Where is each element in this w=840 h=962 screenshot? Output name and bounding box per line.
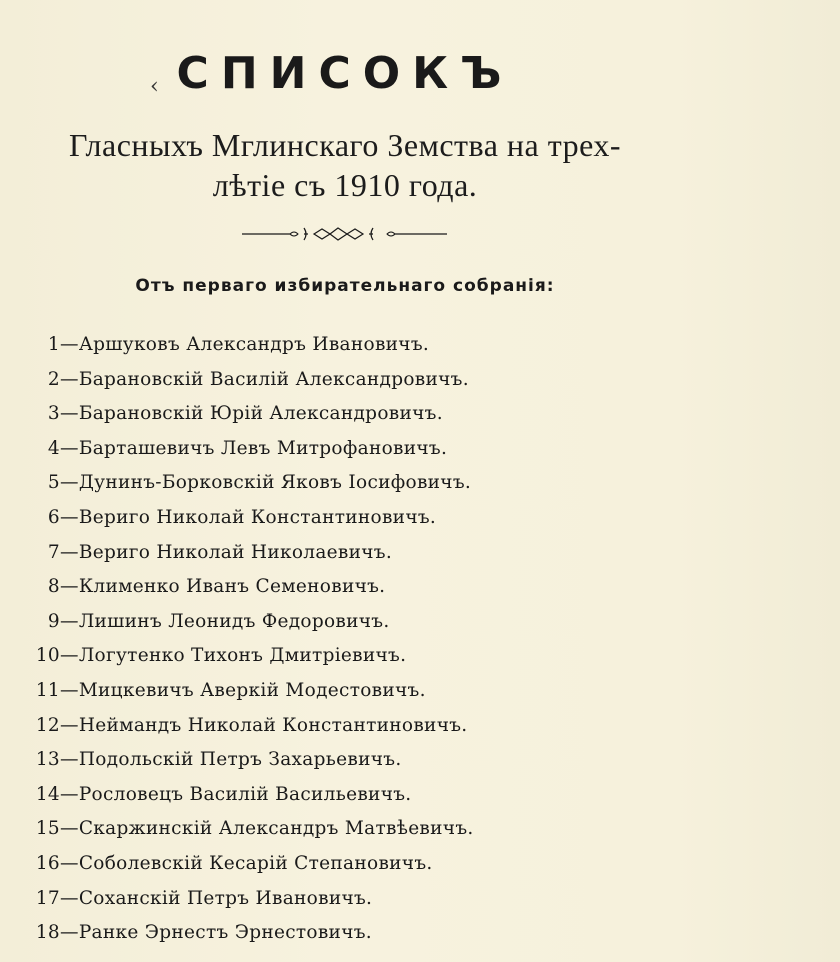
list-item [26, 916, 474, 951]
list-item [26, 674, 474, 709]
item-separator: — [60, 922, 79, 944]
item-number: 6 [47, 506, 60, 528]
item-number: 3 [47, 403, 60, 425]
item-number: 4 [47, 437, 60, 459]
list-item [26, 432, 474, 467]
item-number: 13 [35, 749, 60, 771]
member-list [26, 328, 474, 951]
item-name: Подольскій Петръ Захарьевичъ. [78, 749, 402, 771]
item-separator: — [60, 679, 79, 701]
item-separator: — [60, 852, 79, 874]
list-item [26, 709, 474, 744]
item-name: Лишинъ Леонидъ Федоровичъ. [78, 610, 390, 632]
item-number: 17 [35, 887, 60, 909]
decorative-rule-ornament [242, 222, 447, 246]
item-separator: — [60, 403, 79, 425]
item-separator: — [60, 437, 79, 459]
list-item [26, 812, 474, 847]
item-separator: — [60, 749, 79, 771]
item-separator: — [60, 714, 79, 736]
item-separator: — [60, 610, 79, 632]
item-number: 2 [47, 368, 60, 390]
item-name: Аршуковъ Александръ Ивановичъ. [78, 334, 430, 355]
item-separator: — [60, 783, 79, 805]
subtitle-line-2: лѣтіе съ 1910 года. [212, 167, 478, 203]
item-name: Барташевичъ Левъ Митрофановичъ. [78, 437, 448, 459]
item-separator: — [60, 368, 79, 390]
list-item [26, 466, 474, 501]
item-name: Вериго Николай Николаевичъ. [78, 541, 393, 563]
item-number: 9 [47, 610, 60, 632]
item-name: Барановскій Василій Александровичъ. [78, 368, 469, 390]
item-number: 10 [35, 645, 60, 667]
item-number: 14 [35, 783, 60, 805]
list-item [26, 536, 474, 571]
list-item [26, 570, 474, 605]
list-item [26, 501, 474, 536]
list-item [26, 605, 474, 640]
list-item [26, 743, 474, 778]
item-name: Соболевскій Кесарій Степановичъ. [78, 852, 433, 874]
section-heading: Отъ перваго избирательнаго собранія: [135, 276, 555, 296]
item-number: 15 [35, 818, 60, 840]
item-separator: — [60, 506, 79, 528]
list-item [26, 847, 474, 882]
item-separator: — [60, 818, 79, 840]
list-item [26, 882, 474, 917]
page-title: СПИСОКЪ [176, 48, 514, 99]
item-number: 8 [47, 576, 60, 598]
item-separator: — [60, 334, 79, 355]
list-item [26, 397, 474, 432]
item-separator: — [60, 576, 79, 598]
item-name: Ранке Эрнестъ Эрнестовичъ. [78, 922, 372, 944]
item-number: 18 [35, 922, 60, 944]
stray-mark: ‹ [150, 74, 159, 99]
item-separator: — [60, 887, 79, 909]
item-name: Рословецъ Василій Васильевичъ. [78, 783, 412, 805]
list-item [26, 639, 474, 674]
item-separator: — [60, 645, 79, 667]
item-number: 16 [35, 852, 60, 874]
item-number: 7 [47, 541, 60, 563]
list-item [26, 778, 474, 813]
list-item [26, 328, 474, 363]
subtitle-line-1: Гласныхъ Мглинскаго Земства на трех- [68, 127, 622, 163]
item-name: Барановскій Юрій Александровичъ. [78, 403, 443, 425]
item-separator: — [60, 541, 79, 563]
list-item [26, 363, 474, 398]
item-name: Мицкевичъ Аверкій Модестовичъ. [78, 679, 426, 701]
item-name: Вериго Николай Константиновичъ. [78, 506, 437, 528]
item-number: 12 [35, 714, 60, 736]
item-name: Дунинъ-Борковскій Яковъ Іосифовичъ. [78, 472, 472, 494]
item-name: Клименко Иванъ Семеновичъ. [78, 576, 386, 598]
item-number: 11 [35, 679, 60, 701]
item-number: 1 [47, 334, 60, 355]
item-name: Скаржинскій Александръ Матвѣевичъ. [78, 818, 474, 840]
item-name: Логутенко Тихонъ Дмитріевичъ. [78, 645, 407, 667]
item-name: Соханскій Петръ Ивановичъ. [78, 887, 373, 909]
item-separator: — [60, 472, 79, 494]
item-name: Неймандъ Николай Константиновичъ. [78, 714, 468, 736]
subtitle [0, 125, 690, 205]
item-number: 5 [47, 472, 60, 494]
